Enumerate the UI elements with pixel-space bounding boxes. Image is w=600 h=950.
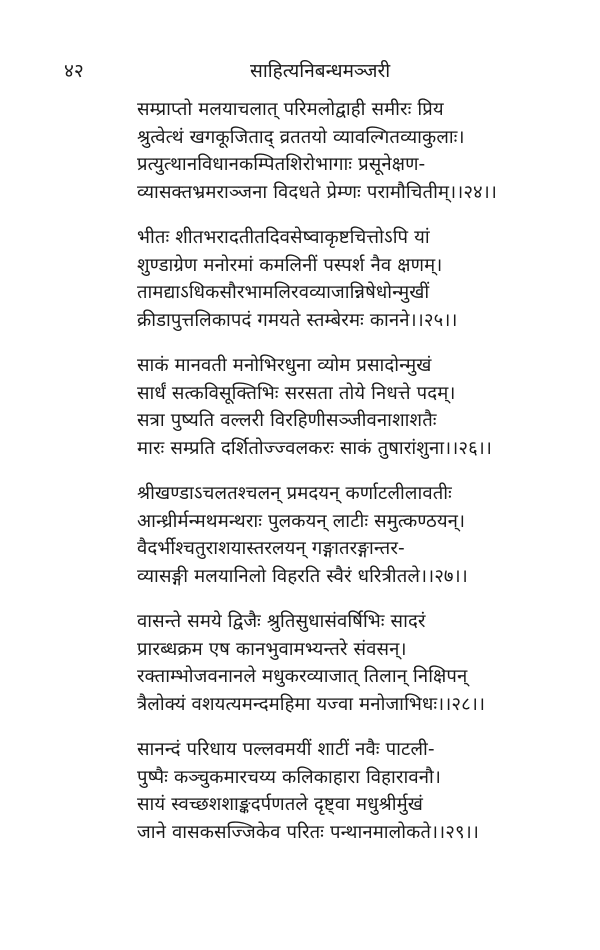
page-number: ४२: [64, 60, 84, 82]
verse-stanza-24: [137, 96, 577, 206]
verse-stanza-25: [137, 224, 577, 334]
verse-line: रक्ताम्भोजवनानले मधुकरव्याजात् तिलान् निक्षिपन्: [137, 666, 468, 687]
verse-line: सत्रा पुष्यति वल्लरी विरहिणीसञ्जीवनाशाशतैः: [137, 410, 437, 431]
verse-line: वैदर्भीश्चतुराशयास्तरलयन् गङ्गातरङ्गान्तर-: [137, 538, 405, 559]
verse-line: त्रैलोक्यं वशयत्यमन्दमहिमा यज्वा मनोजाभिधः।।२८।।: [137, 693, 486, 715]
verse-body: [137, 96, 577, 864]
verse-line: सम्प्राप्तो मलयाचलात् परिमलोद्वाही समीरः प्रिय: [137, 99, 444, 120]
verse-line: तामद्याऽधिकसौरभामलिरवव्याजान्निषेधोन्मुखीं: [137, 282, 430, 303]
verse-stanza-28: [137, 608, 577, 718]
verse-line: पुष्पैः कञ्चुकमारचय्य कलिकाहारा विहारावनौ।: [137, 766, 442, 788]
verse-line: वासन्ते समये द्विजैः श्रुतिसुधासंवर्षिभिः सादरं: [137, 611, 426, 632]
running-title: साहित्यनिबन्धमञ्जरी: [250, 60, 391, 82]
verse-stanza-29: [137, 736, 577, 846]
verse-line: व्यासङ्गी मलयानिलो विहरति स्वैरं धरित्रीतले।।२७।।: [137, 565, 468, 587]
verse-line: मारः सम्प्रति दर्शितोज्ज्वलकरः साकं तुषारांशुना।।२६।।: [137, 437, 493, 459]
verse-line: श्रुत्वेत्थं खगकूजिताद् व्रततयो व्यावल्गितव्याकुलाः।: [137, 126, 465, 148]
verse-line: भीतः शीतभरादतीतदिवसेष्वाकृष्टचित्तोऽपि यां: [137, 227, 430, 248]
verse-line: साकं मानवती मनोभिरधुना व्योम प्रसादोन्मुखं: [137, 355, 432, 376]
verse-stanza-27: [137, 480, 577, 590]
page-header: [0, 58, 600, 88]
verse-line: जाने वासकसज्जिकेव परितः पन्थानमालोकते।।२९।।: [137, 821, 479, 843]
verse-line: क्रीडापुत्तलिकापदं गमयते स्तम्बेरमः कानने।।२५।।: [137, 309, 458, 331]
verse-line: प्रत्युत्थानविधानकम्पितशिरोभागाः प्रसूनेक्षण-: [137, 154, 426, 175]
verse-line: प्रारब्धक्रम एष कानभुवामभ्यन्तरे संवसन्।: [137, 638, 407, 660]
verse-line: सार्धं सत्कविसूक्तिभिः सरसता तोये निधत्ते पदम्।: [137, 382, 456, 404]
verse-stanza-26: [137, 352, 577, 462]
verse-line: सानन्दं परिधाय पल्लवमयीं शाटीं नवैः पाटली-: [137, 739, 435, 760]
verse-line: श्रीखण्डाऽचलतश्चलन् प्रमदयन् कर्णाटलीलावतीः: [137, 483, 452, 504]
verse-line: आन्ध्रीर्मन्मथमन्थराः पुलकयन् लाटीः समुत्कण्ठयन्।: [137, 510, 466, 532]
verse-line: शुण्डाग्रेण मनोरमां कमलिनीं पस्पर्श नैव क्षणम्।: [137, 254, 443, 276]
verse-line: सायं स्वच्छशशाङ्कदर्पणतले दृष्ट्वा मधुश्रीर्मुखं: [137, 794, 424, 815]
verse-line: व्यासक्तभ्रमराञ्जना विदधते प्रेम्णः परामौचितीम्।।२४।।: [137, 181, 498, 203]
